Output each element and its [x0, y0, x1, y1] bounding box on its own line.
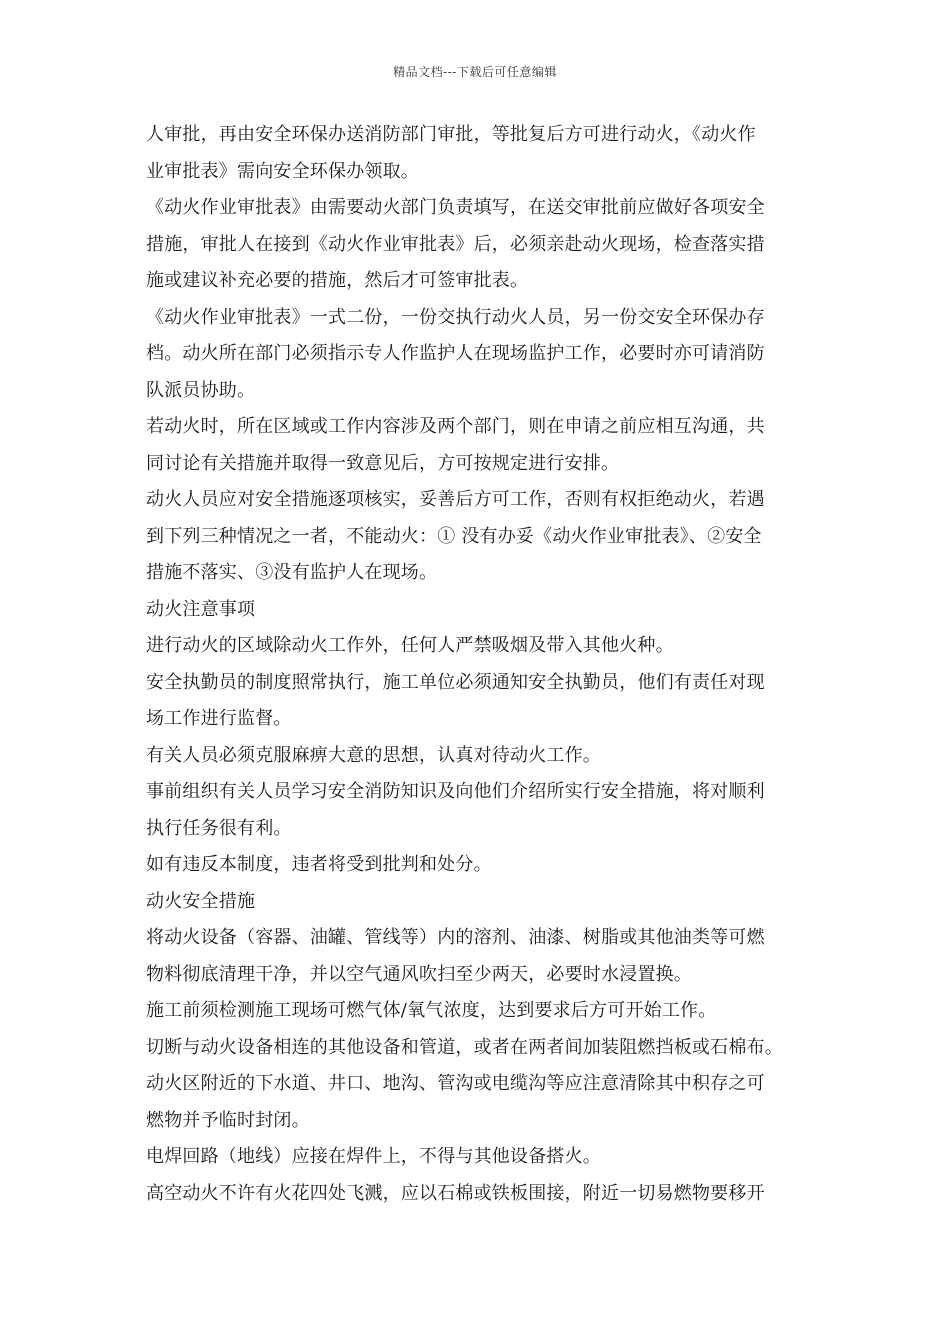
section-heading: 动火安全措施	[146, 890, 256, 912]
text-line: 人审批，再由安全环保办送消防部门审批，等批复后方可进行动火，《动火作	[146, 124, 756, 145]
text-line: 同讨论有关措施并取得一致意见后，方可按规定进行安排。	[146, 452, 620, 474]
text-line: 若动火时，所在区域或工作内容涉及两个部门，则在申请之前应相互沟通，共	[146, 416, 765, 437]
text-line: 动火人员应对安全措施逐项核实，妥善后方可工作，否则有权拒绝动火，若遇	[146, 489, 765, 510]
text-line: 进行动火的区域除动火工作外，任何人严禁吸烟及带入其他火种。	[146, 635, 674, 656]
text-line: 到下列三种情况之一者，不能动火：① 没有办妥《动火作业审批表》、②安全	[146, 525, 762, 547]
text-line: 《动火作业审批表》一式二份，一份交执行动火人员，另一份交安全环保办存	[146, 306, 765, 328]
text-line: 档。动火所在部门必须指示专人作监护人在现场监护工作，必要时亦可请消防	[146, 343, 765, 364]
text-line: 业审批表》需向安全环保办领取。	[146, 160, 419, 182]
text-line: 燃物并予临时封闭。	[146, 1109, 310, 1131]
text-line: 物料彻底清理干净，并以空气通风吹扫至少两天，必要时水浸置换。	[146, 963, 692, 985]
document-body	[146, 117, 811, 1212]
text-line: 电焊回路（地线）应接在焊件上，不得与其他设备搭火。	[146, 1146, 601, 1167]
text-line: 执行任务很有利。	[146, 817, 292, 839]
text-line: 如有违反本制度，违者将受到批判和处分。	[146, 854, 492, 875]
text-line: 事前组织有关人员学习安全消防知识及向他们介绍所实行安全措施，将对顺利	[146, 781, 765, 802]
text-line: 动火区附近的下水道、井口、地沟、管沟或电缆沟等应注意清除其中积存之可	[146, 1073, 765, 1094]
text-line: 安全执勤员的制度照常执行，施工单位必须通知安全执勤员，他们有责任对现	[146, 671, 765, 693]
text-line: 措施不落实、③没有监护人在现场。	[146, 562, 438, 583]
text-line: 队派员协助。	[146, 379, 256, 401]
text-line: 将动火设备（容器、油罐、管线等）内的溶剂、油漆、树脂或其他油类等可燃	[146, 927, 765, 948]
text-line: 《动火作业审批表》由需要动火部门负责填写，在送交审批前应做好各项安全	[146, 197, 765, 218]
text-line: 高空动火不许有火花四处飞溅，应以石棉或铁板围接，附近一切易燃物要移开	[146, 1182, 765, 1204]
section-heading: 动火注意事项	[146, 598, 256, 620]
text-line: 施工前须检测施工现场可燃气体/氧气浓度，达到要求后方可开始工作。	[146, 1000, 717, 1021]
text-line: 施或建议补充必要的措施，然后才可签审批表。	[146, 270, 529, 291]
text-line: 场工作进行监督。	[146, 708, 292, 729]
page-header: 精品文档---下载后可任意编辑	[393, 65, 557, 79]
text-line: 措施，审批人在接到《动火作业审批表》后，必须亲赴动火现场，检查落实措	[146, 233, 765, 255]
text-line: 切断与动火设备相连的其他设备和管道，或者在两者间加装阻燃挡板或石棉布。	[146, 1036, 783, 1058]
text-line: 有关人员必须克服麻痹大意的思想，认真对待动火工作。	[146, 744, 601, 766]
